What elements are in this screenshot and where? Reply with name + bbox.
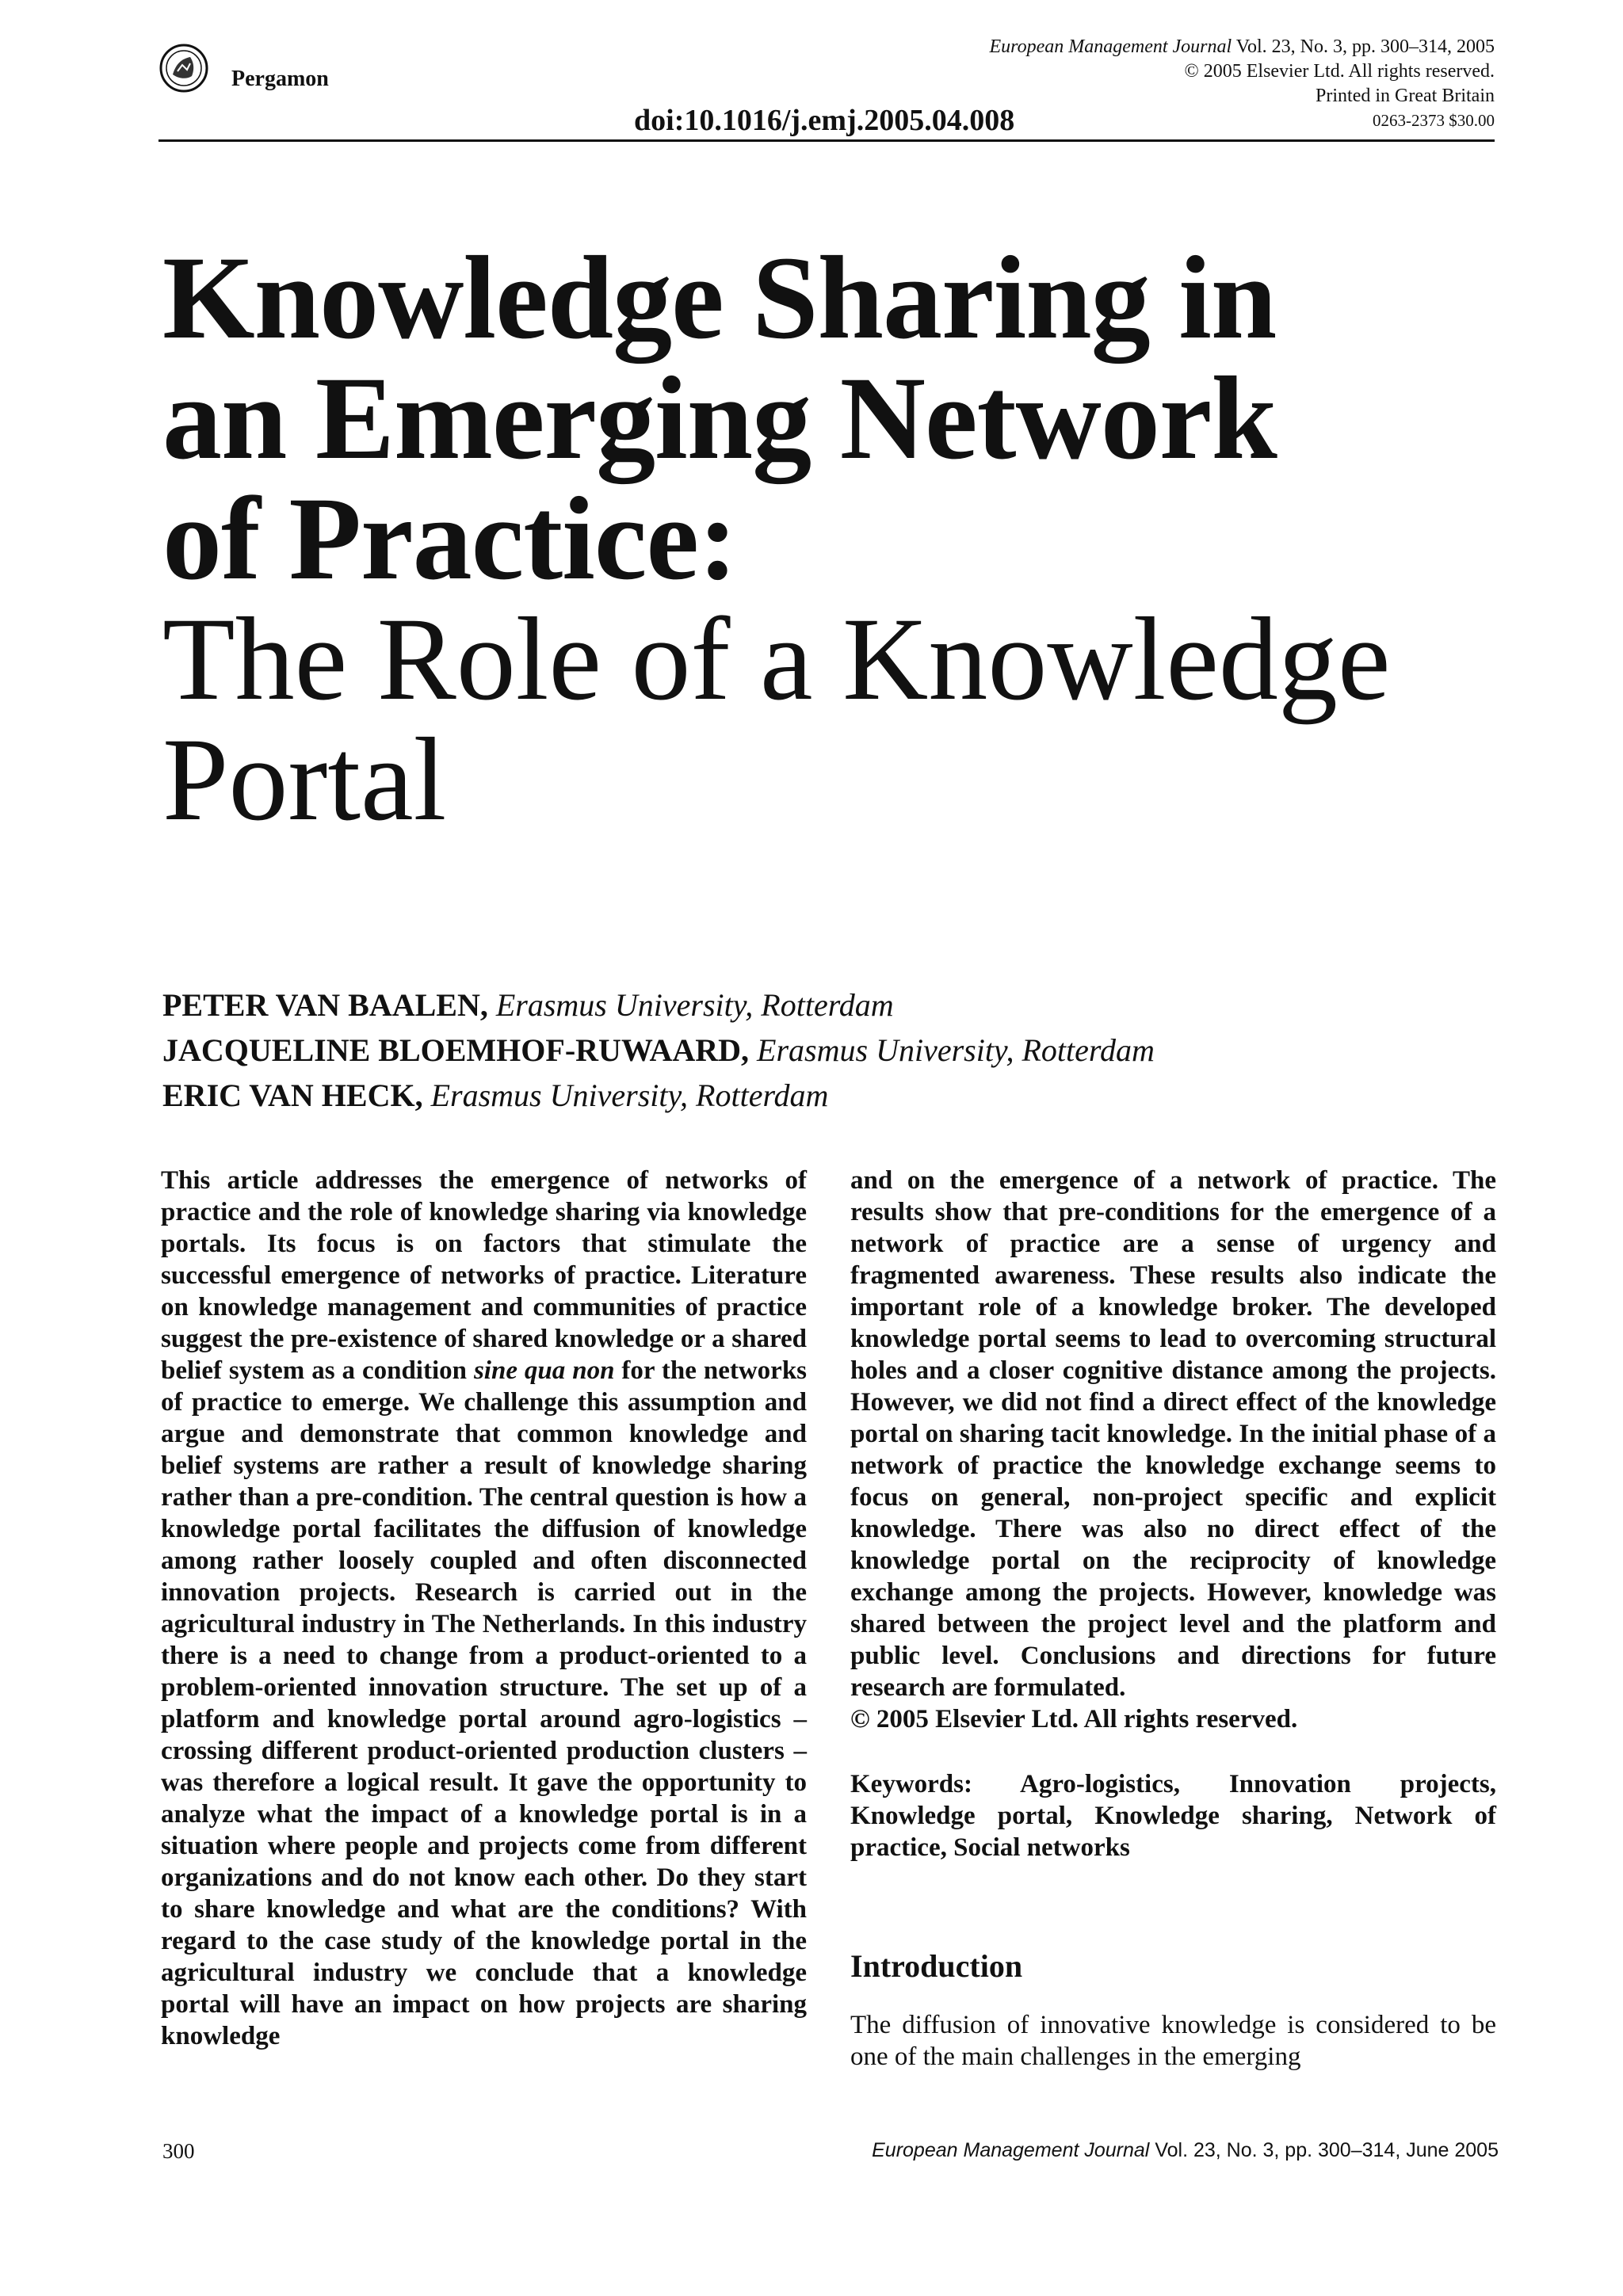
author-name: JACQUELINE BLOEMHOF-RUWAARD, [162, 1032, 750, 1068]
author-entry [162, 1073, 1155, 1118]
left-column [161, 1165, 807, 2052]
abstract-copyright: © 2005 Elsevier Ltd. All rights reserved. [850, 1705, 1298, 1733]
footer-journal-citation [872, 2139, 1499, 2162]
section-heading-introduction: Introduction [850, 1948, 1023, 1984]
author-name: PETER VAN BAALEN, [162, 987, 488, 1023]
page-header [158, 32, 1495, 142]
printed-line: Printed in Great Britain [1316, 86, 1495, 106]
title-line: of Practice: [162, 473, 737, 605]
journal-name: European Management Journal [989, 36, 1232, 57]
author-affiliation: Erasmus University, Rotterdam [757, 1032, 1155, 1068]
abstract-part: for the networks of practice to emerge. We challenge this assumption and argue and demonstrate that common knowledge and belief systems are rather a result of knowledge sharing rather than a pre-condition. The central question is how a knowledge portal facilitates the diffusion of knowledge among rather loosely coupled and often disconnected innovation projects. Research is carried out in the agricultural industry in The Netherlands. In this industry there is a need to change from a product-oriented to a problem-oriented innovation structure. The set up of a platform and knowledge portal around agro-logistics – crossing different product-oriented production clusters – was therefore a logical result. It gave the opportunity to analyze what the impact of a knowledge portal is in a situation where people and projects come from different organizations and do not know each other. Do they start to share knowledge and what are the conditions? With regard to the case study of the knowledge portal in the agricultural industry we conclude that a knowledge portal will have an impact on how projects are sharing knowledge [161, 1356, 808, 2050]
issn-price: 0263-2373 $30.00 [1373, 111, 1495, 130]
article-title [162, 232, 1510, 845]
subtitle-line: The Role of a Knowledge [162, 593, 1391, 725]
article-subtitle [162, 593, 1510, 845]
title-line: an Emerging Network [162, 353, 1277, 484]
author-list [162, 982, 1155, 1118]
pergamon-logo-icon [158, 43, 209, 93]
title-line: Knowledge Sharing in [162, 232, 1277, 364]
copyright-line: © 2005 Elsevier Ltd. All rights reserved. [1184, 61, 1495, 82]
journal-info [989, 35, 1495, 133]
journal-details: Vol. 23, No. 3, pp. 300–314, 2005 [1235, 36, 1495, 57]
author-affiliation: Erasmus University, Rotterdam [495, 987, 894, 1023]
subtitle-line: Portal [162, 714, 447, 845]
author-name: ERIC VAN HECK, [162, 1077, 423, 1113]
page-number: 300 [162, 2139, 195, 2163]
introduction-text: The diffusion of innovative knowledge is considered to be one of the main challenges in the emerging [850, 2011, 1496, 2071]
keywords: Keywords: Agro-logistics, Innovation projects, Knowledge portal, Knowledge sharing, Network of practice, Social networks [850, 1770, 1496, 1862]
doi: doi:10.1016/j.emj.2005.04.008 [634, 104, 1015, 137]
footer-journal-details: Vol. 23, No. 3, pp. 300–314, June 2005 [1155, 2139, 1499, 2161]
abstract-text [161, 1165, 807, 2052]
right-column [850, 1165, 1496, 2073]
journal-citation [989, 35, 1495, 59]
author-affiliation: Erasmus University, Rotterdam [430, 1077, 829, 1113]
abstract-part: and on the emergence of a network of practice. The results show that pre-conditions for the emergence of a network of practice are a sense of urgency and fragmented awareness. These results also indicate the important role of a knowledge broker. The developed knowledge portal seems to lead to overcoming structural holes and a closer cognitive distance among the projects. However, we did not find a direct effect of the knowledge portal on sharing tacit knowledge. In the initial phase of a network of practice the knowledge exchange seems to focus on general, non-project specific and explicit knowledge. There was also no direct effect of the knowledge portal on the reciprocity of knowledge exchange among the projects. However, knowledge was shared between the project level and the platform and public level. Conclusions and directions for future research are formulated. [850, 1166, 1496, 1702]
author-entry [162, 982, 1155, 1028]
abstract-part: This article addresses the emergence of networks of practice and the role of knowledge sharing via knowledge portals. Its focus is on factors that stimulate the successful emergence of networks of practice. Literature on knowledge management and communities of practice suggest the pre-existence of shared knowledge or a shared belief system as a condition [161, 1166, 807, 1385]
abstract-italic-phrase: sine qua non [473, 1356, 615, 1385]
footer-journal-name: European Management Journal [872, 2139, 1150, 2161]
publisher-name: Pergamon [231, 67, 329, 91]
abstract-text-continued [850, 1165, 1496, 1735]
author-entry [162, 1028, 1155, 1073]
